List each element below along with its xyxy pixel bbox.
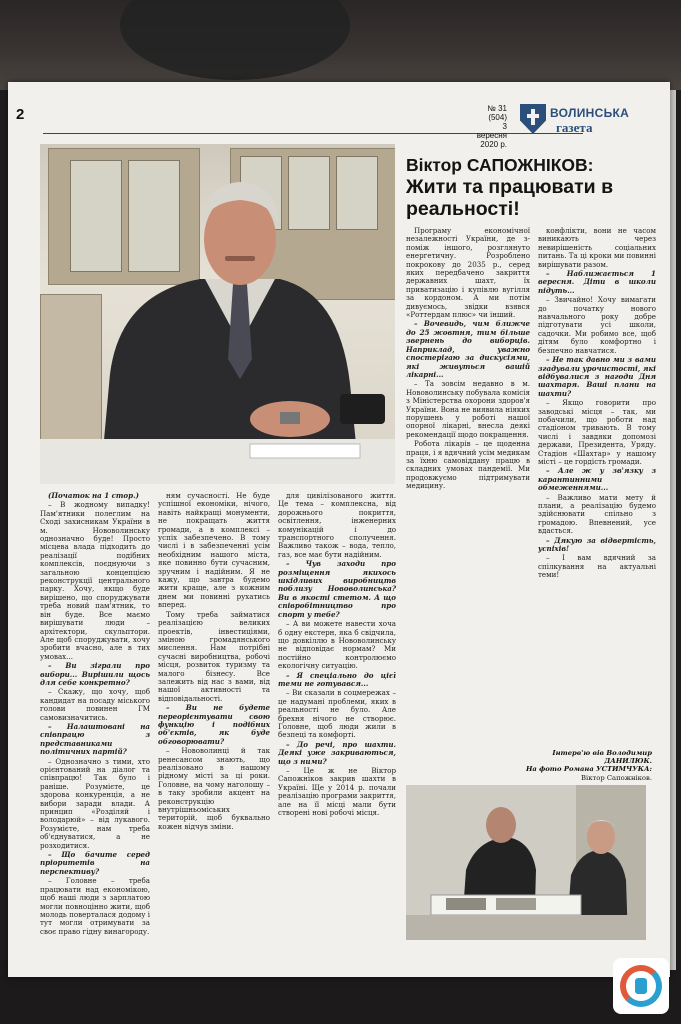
site-watermark-logo bbox=[613, 958, 669, 1014]
issue-date: 3 вересня bbox=[476, 122, 507, 140]
col1-paragraph: – Головне – треба працювати над економікою, щоб наші люди з зарплатою могли повноцінно жити, щоб молодь поверталася додому і тут могли отримувати за своє право гідну винагороду. bbox=[40, 876, 150, 936]
col5-paragraph: конфлікти, вони не часом виникають через невирішеність соціальних питань. Та ці кроки ми повинні вирішувати разом. bbox=[538, 227, 656, 269]
col4-paragraph: Робота лікарів – це щоденна праця, і я вдячний усім медикам за їхню самовіддану працю в складних умовах пандемії. Ми продовжуємо підтримувати медицину. bbox=[406, 439, 530, 491]
col3-paragraph: – Це ж не Віктор Сапожніков закрив шахти в Україні. Ще у 2014 р. почали реалізацію програми закриття, але на її місці мали бути створені нові робочі місця. bbox=[278, 766, 396, 818]
newspaper-name: ВОЛИНСЬКА bbox=[550, 106, 630, 120]
col4-question: – Вочевидь, чим ближче до 25 жовтня, тим більше звернень до виборців. Наприклад, уважно спостерігаю за дискусіями, які живуться вашій лікарні... bbox=[406, 319, 530, 379]
col3-paragraph: – А ви можете навести хоча б одну екстерн, яка б свідчила, що довкіллю в Нововолинську не відповідає нормам? Ми постійно контролюємо екологічну ситуацію. bbox=[278, 619, 396, 671]
article-column-3 bbox=[278, 492, 396, 972]
portrait-illustration bbox=[40, 144, 395, 484]
col2-paragraph: – Нововолинці й так ренесансом знають, що реалізовано в нашому рідному місті за ці роки. Головне, на чому наголошу – в таку зробили акцент на реконструкцію внутрішньоміських територій, щоб буквально кожен відчув зміни. bbox=[158, 746, 270, 831]
col5-question: – Наближається 1 вересня. Діти в школи підуть... bbox=[538, 269, 656, 295]
col1-question: – Що бачите серед пріоритетів на перспективу? bbox=[40, 850, 150, 876]
col4-paragraph: – Та зовсім недавно в м. Нововолинську побувала комісія з Міністерства охорони здоров'я України. Вона не виявила ніяких порушень у роботі нашої опорної лікарні, внесла деякі рекомендації щодо покращення. bbox=[406, 379, 530, 439]
col3-paragraph: – Ви сказали в соцмережах – це надумані проблеми, яких в реальності не було. Але брехня нічого не створює. Головне, щоб люди жили в безпеці та комфорті. bbox=[278, 688, 396, 740]
col3-question: – Я спеціально до цієї теми не готувався... bbox=[278, 670, 396, 688]
cross-icon bbox=[527, 109, 539, 125]
newspaper-logo bbox=[516, 102, 636, 138]
issue-number: № 31 (504) bbox=[487, 104, 507, 122]
col5-question: – Але ж у зв'язку з карантинними обмеженнями... bbox=[538, 466, 656, 493]
col5-paragraph: – Якщо говорити про заводські місця – так, ми побачили, що роботи над стадіоном тривають. В тому числі і завдяки допомозі держави, Президента, Уряду. Стадіон «Шахтар» у нашому місті – це гордість громади. bbox=[538, 398, 656, 466]
issue-year: 2020 р. bbox=[480, 140, 507, 149]
col5-paragraph: – Звичайно! Хочу вимагати до початку нового навчального року добре підготувати усі школи, садочки. Ми робимо все, щоб дітям було комфортно і безпечно навчатися. bbox=[538, 295, 656, 355]
col2-paragraph: ням сучасності. Не буде успішної економіки, нічого, навіть найкращі монументи, не покращать життя громади, а в комплексі – успіх забезпечено. В тому числі і в забезпеченні усім необхідним нашого міста, яке повинно бути сучасним, зручним і надійним. Я не кажу, що завтра будемо жити краще, але з кожним днем ми повинні рухатись вперед. bbox=[158, 492, 270, 610]
col1-paragraph: – Однозначно з тими, хто орієнтований на діалог та співпрацю! Так було і раніше. Розумієте, це здорова конкуренція, а не вибори заради влади. А принцип «Розділяй і володарюй» – від лукавого. Розумієте, нам треба об'єднуватися, а не розходитися. bbox=[40, 756, 150, 850]
newspaper-subtitle: газета bbox=[556, 120, 593, 135]
col3-question: – Чув заходи про розміщення якихось шкідливих виробництв поблизу Нововолинська? Ви в якості стетом. А що співробітництво про спорт у тебе? bbox=[278, 559, 396, 619]
col2-paragraph: Тому треба займатися реалізацією великих проектів, інвестиціями, зміною громадянського мислення. Нам потрібні сучасні виробництва, робочі місця, розвиток туризму та малого бізнесу. Все залежить від нас з вами, від нашої активності та відповідальності. bbox=[158, 609, 270, 703]
logo-mark-icon bbox=[635, 978, 647, 994]
meeting-illustration bbox=[406, 785, 646, 940]
col1-question: – Ви зіграли про вибори... Вирішили щось для себе конкретно? bbox=[40, 661, 150, 687]
article-column-1 bbox=[40, 492, 150, 972]
article-column-2 bbox=[158, 492, 270, 972]
col4-paragraph: Програму економічної незалежності України, де з-поміж іншого, розглянуто енергетичну. Розроблено покрокову до 2035 р., серед яких передбачено закриття державних шахт, їх приватизацію і купівлю вугілля за кордоном. А ми потім дивуємось, звідки взявся «Роттердам плюс» чи інший. bbox=[406, 227, 530, 320]
headline-name: Віктор САПОЖНІКОВ: bbox=[406, 155, 594, 175]
photo-credit: На фото Романа УСТИМЧУКА: bbox=[525, 765, 652, 774]
col1-paragraph: – Скажу, що хочу, щоб кандидат на посаду міського голови повинен ГМ самовизначитись. bbox=[40, 687, 150, 722]
col1-question: – Налаштовані на співпрацю з представниками політичних партій? bbox=[40, 721, 150, 757]
col5-paragraph: – Важливо мати мету й плани, а реалізацію будемо здійснювати спільно з громадою. Впевнений, усе вдасться. bbox=[538, 492, 656, 536]
article-credits bbox=[524, 749, 652, 782]
headline-quote: Жити та працювати в реальності! bbox=[406, 176, 614, 220]
newspaper-page bbox=[8, 82, 670, 977]
issue-info bbox=[471, 104, 507, 149]
col5-question: – Дякую за відвертість, успіхів! bbox=[538, 535, 656, 554]
interview-credit: Інтерв'ю вів Володимир ДАНИЛЮК. bbox=[552, 749, 652, 766]
col5-question: – Не так давно ми з вами згадували урочистості, які відбувалися з нагоди Дня шахтаря. Ваші плани на шахти? bbox=[538, 355, 656, 398]
col1-paragraph: – В жодному випадку! Пам'ятники полеглим на Сході захисникам України в м. Нововолинську однозначно буде! Просто місцева влада підходить до реалізації подібних комплексів, поєднуючи з загальною концепцією реконструкції центрального парку. Хочу, якщо буде вирішено, що споруджувати треба новий пам'ятник, то він буде. Все маємо вирішувати люди – архітектори, скульптори. Але щоб споруджувати, хочу зробити вчасно, але в тих умовах... bbox=[40, 500, 150, 661]
col3-paragraph: для цивілізованого життя. Це тема – комплексна, від дорожнього покриття, освітлення, інженерних комунікацій і до транспортного сполучення. Важливо також – вода, тепло, газ, все має бути надійним. bbox=[278, 492, 396, 559]
main-photo bbox=[40, 144, 395, 484]
secondary-photo bbox=[406, 785, 646, 940]
article-column-5 bbox=[538, 227, 656, 742]
col1-question: (Початок на 1 стор.) bbox=[48, 492, 139, 500]
article-column-4 bbox=[406, 227, 530, 777]
col5-paragraph: – І вам вдячний за спілкування на актуальні теми! bbox=[538, 553, 656, 580]
col2-question: – Ви не будете переорієнтувати свою функцію і подібних об'єктів, як буде обговорювати? bbox=[158, 703, 270, 746]
article-headline bbox=[406, 154, 638, 220]
page-number: 2 bbox=[16, 106, 25, 123]
photo-caption: Віктор Сапожніков. bbox=[581, 773, 652, 782]
col3-question: – До речі, про шахти. Деякі уже закриваються, що з ними? bbox=[278, 739, 396, 766]
